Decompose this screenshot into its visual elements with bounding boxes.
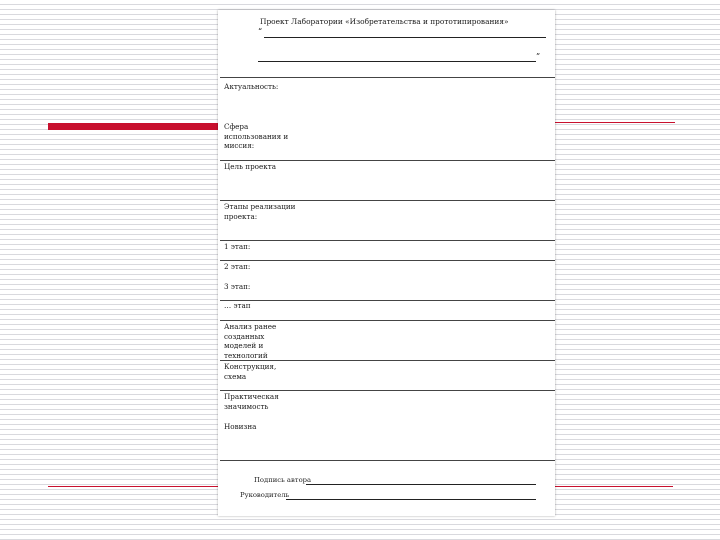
section-label-relevance: Актуальность: xyxy=(224,82,279,91)
author-signature-label: Подпись автора xyxy=(254,476,312,484)
opening-quote: “ xyxy=(258,27,263,36)
section-label-stage-3: 3 этап: xyxy=(224,282,251,291)
section-divider xyxy=(220,200,555,201)
section-label-design: Конструкция, схема xyxy=(224,362,277,381)
project-form-sheet xyxy=(218,10,555,516)
author-signature-line[interactable] xyxy=(306,484,536,485)
section-divider xyxy=(220,260,555,261)
supervisor-signature-label: Руководитель xyxy=(240,491,290,499)
accent-line-left-bottom xyxy=(48,486,218,487)
section-label-analysis: Анализ ранее созданных моделей и технологий xyxy=(224,322,277,360)
section-label-scope: Сфера использования и миссия: xyxy=(224,122,289,150)
form-title: Проект Лаборатории «Изобретательства и прототипирования» xyxy=(260,17,509,26)
section-label-practical-value: Практическая значимость xyxy=(224,392,279,411)
section-label-stage-2: 2 этап: xyxy=(224,262,251,271)
accent-line-right-bottom xyxy=(555,486,673,487)
section-label-goal: Цель проекта xyxy=(224,162,277,171)
section-divider xyxy=(220,390,555,391)
accent-bar-left xyxy=(48,123,218,130)
supervisor-signature-line[interactable] xyxy=(286,499,536,500)
section-divider xyxy=(220,77,555,78)
section-divider xyxy=(220,360,555,361)
project-name-line-1[interactable] xyxy=(264,37,546,38)
section-divider xyxy=(220,460,555,461)
section-divider xyxy=(220,240,555,241)
section-divider xyxy=(220,160,555,161)
accent-line-right-top xyxy=(555,122,675,123)
section-label-novelty: Новизна xyxy=(224,422,257,431)
closing-quote: ” xyxy=(536,52,541,61)
section-label-stage-1: 1 этап: xyxy=(224,242,251,251)
section-label-stage-n: … этап xyxy=(224,301,251,310)
section-label-stages: Этапы реализации проекта: xyxy=(224,202,296,221)
project-name-line-2[interactable] xyxy=(258,61,536,62)
section-divider xyxy=(220,320,555,321)
